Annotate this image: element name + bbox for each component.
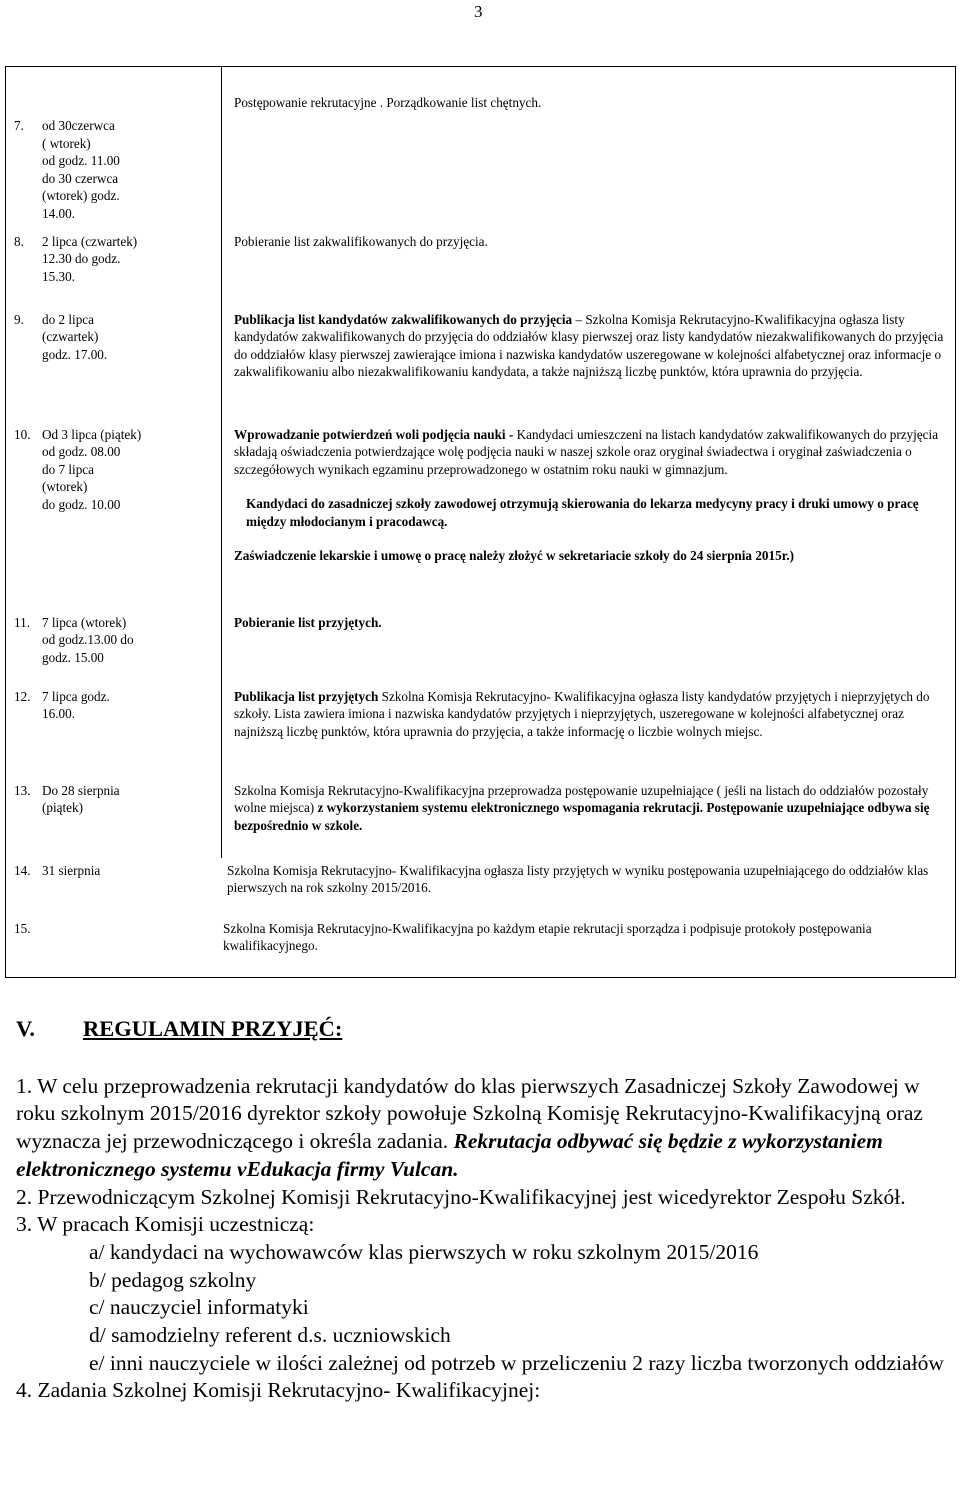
row-text-note: Kandydaci do zasadniczej szkoły zawodowej otrzymują skierowania do lekarza medycyny pracy i druki umowy o pracę między młodocianym i pracodawcą. (246, 496, 919, 529)
row-number: 11. (14, 614, 30, 630)
table-row (6, 606, 956, 684)
paragraph-4: 4. Zadania Szkolnej Komisji Rekrutacyjno- Kwalifikacyjnej: (16, 1378, 541, 1403)
row-number: 9. (14, 311, 24, 327)
row-text (234, 780, 947, 835)
row-date: 14.00. (42, 205, 75, 221)
list-item: e/ inni nauczyciele w ilości zależnej od potrzeb w przeliczeniu 2 razy liczba tworzonych oddziałów (89, 1350, 944, 1375)
row-date: godz. 15.00 (42, 649, 104, 665)
row-date: 7 lipca godz. (42, 688, 110, 704)
row-text (234, 684, 947, 741)
list-item: d/ samodzielny referent d.s. uczniowskich (89, 1323, 451, 1348)
table-row (6, 780, 956, 858)
row-date: (czwartek) (42, 329, 99, 345)
row-text-bold: Publikacja list kandydatów zakwalifikowanych do przyjęcia (234, 311, 573, 327)
row-text-body: – Szkolna Komisja Rekrutacyjno-Kwalifikacyjna ogłasza listy kandydatów zakwalifikowanych do przyjęcia do oddziałów klasy pierwszej oraz listy kandydatów niezakwalifikowanych do przyjęcia do oddziałów klasy pierwszej zawierające imiona i nazwiska kandydatów uszeregowane w kolejności alfabetycznej oraz informacje o zakwalifikowaniu albo niezakwalifikowaniu kandydata, a także najniższą liczbę punktów, która uprawnia do przyjęcia. (234, 311, 944, 380)
row-text-body: Szkolna Komisja Rekrutacyjno- Kwalifikacyjna ogłasza listy kandydatów przyjętych i nieprzyjętych do szkoły. Lista zawiera imiona i nazwiska kandydatów przyjętych i nieprzyjętych, uszeregowane w kolejności alfabetycznej oraz najniższą liczbę punktów, która uprawnia do przyjęcia, a także informację o liczbie wolnych miejsc. (234, 688, 930, 739)
table-row (6, 412, 956, 606)
row-date: 16.00. (42, 706, 75, 722)
row-date: do 30 czerwca (42, 170, 119, 186)
row-date: od godz. 08.00 (42, 444, 121, 460)
row-text: Pobieranie list przyjętych. (234, 614, 382, 630)
list-item: a/ kandydaci na wychowawców klas pierwszych w roku szkolnym 2015/2016 (89, 1239, 759, 1264)
row-date: do 2 lipca (42, 311, 95, 327)
row-date: 12.30 do godz. (42, 251, 121, 267)
row-number: 14. (14, 862, 31, 878)
row-date: od 30czerwca (42, 118, 115, 133)
row-text: Szkolna Komisja Rekrutacyjno-Kwalifikacyjna po każdym etapie rekrutacji sporządza i podpisuje protokoły postępowania kwalifikacyjnego. (223, 920, 872, 954)
row-date: 31 sierpnia (42, 862, 101, 878)
paragraph-text: 1. W celu przeprowadzenia rekrutacji kandydatów do klas pierwszych Zasadniczej Szkoły Zawodowej w roku szkolnym 2015/2016 dyrektor szkoły powołuje Szkolną Komisję Rekrutacyjno-Kwalifikacyjną oraz wyznacza jej przewodniczącego i określa zadania. (16, 1073, 923, 1154)
row-date: 15.30. (42, 268, 75, 284)
row-number: 12. (14, 688, 31, 704)
paragraph-2: 2. Przewodniczącym Szkolnej Komisji Rekrutacyjno-Kwalifikacyjnej jest wicedyrektor Zespołu Szkół. (16, 1184, 906, 1209)
row-date: do 7 lipca (42, 461, 95, 477)
row-text: Postępowanie rekrutacyjne . Porządkowanie list chętnych. (234, 95, 542, 110)
section-title: REGULAMIN PRZYJĘĆ: (82, 1016, 343, 1041)
row-text-bold: z wykorzystaniem systemu elektronicznego wspomagania rekrutacji. Postępowanie uzupełniające odbywa się bezpośrednio w szkole. (234, 800, 930, 833)
paragraph-3: 3. W pracach Komisji uczestniczą: (16, 1212, 315, 1237)
regulamin-section (16, 1015, 944, 1405)
section-number: V. (16, 1016, 35, 1041)
table-row (6, 299, 956, 412)
row-date: ( wtorek) (42, 135, 91, 151)
table-row (6, 67, 956, 223)
row-number: 10. (14, 426, 31, 442)
paragraph-1 (16, 1073, 944, 1184)
row-date: (wtorek) godz. (42, 188, 120, 204)
row-date: 7 lipca (wtorek) (42, 614, 127, 630)
paragraph-emphasis: Rekrutacja odbywać się będzie z wykorzystaniem elektronicznego systemu vEdukacja firmy Vulcan. (16, 1129, 883, 1181)
row-number: 13. (14, 782, 31, 798)
row-text (234, 412, 947, 479)
list-item: b/ pedagog szkolny (89, 1267, 257, 1292)
list-item: c/ nauczyciel informatyki (89, 1295, 309, 1320)
row-date: (piątek) (42, 800, 84, 816)
row-text (234, 299, 947, 381)
table-row (6, 684, 956, 780)
row-number: 15. (14, 920, 31, 936)
table-row (6, 916, 956, 978)
row-date: godz. 17.00. (42, 346, 108, 362)
row-date: od godz.13.00 do (42, 632, 134, 648)
row-text-body: Szkolna Komisja Rekrutacyjno-Kwalifikacyjna przeprowadza postępowanie uzupełniające ( jeśli na listach do oddziałów pozostały wolne miejsca) (234, 782, 929, 816)
row-date: Do 28 sierpnia (42, 782, 120, 798)
table-row (6, 223, 956, 299)
row-text-body: Kandydaci umieszczeni na listach kandydatów zakwalifikowanych do przyjęcia składają oświadczenia potwierdzające wolę podjęcia nauki w naszej szkole oraz oryginał świadectwa i oryginał zaświadczenia o szczegółowych wynikach egzaminu przeprowadzonego w ostatnim roku nauki w gimnazjum. (234, 426, 939, 477)
row-text-note: Zaświadczenie lekarskie i umowę o pracę należy złożyć w sekretariacie szkoły do 24 sierpnia 2015r.) (234, 547, 795, 563)
table-row (6, 858, 956, 916)
row-number: 8. (14, 233, 24, 249)
section-heading (16, 1015, 944, 1043)
row-text-bold: Wprowadzanie potwierdzeń woli podjęcia nauki - (234, 426, 514, 442)
row-date: od godz. 11.00 (42, 153, 120, 169)
row-text-bold: Publikacja list przyjętych (234, 688, 379, 704)
row-text: Szkolna Komisja Rekrutacyjno- Kwalifikacyjna ogłasza listy przyjętych w wyniku postępowania uzupełniającego do oddziałów klas pierwszych na rok szkolny 2015/2016. (227, 862, 929, 896)
row-date: Od 3 lipca (piątek) (42, 426, 142, 442)
schedule-table (5, 66, 956, 978)
row-text: Pobieranie list zakwalifikowanych do przyjęcia. (234, 233, 488, 249)
row-date: 2 lipca (czwartek) (42, 233, 138, 249)
page-number: 3 (474, 2, 483, 21)
row-number: 7. (14, 118, 24, 133)
row-date: (wtorek) (42, 479, 88, 495)
row-date: do godz. 10.00 (42, 496, 121, 512)
